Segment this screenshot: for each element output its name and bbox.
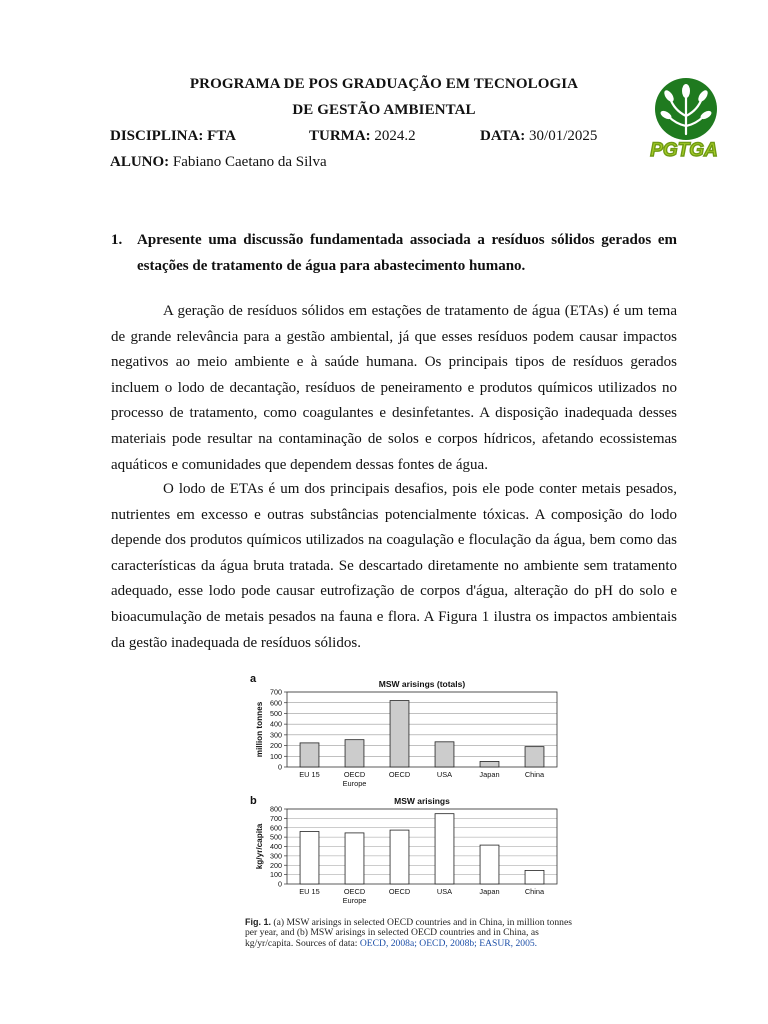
- aluno-label: ALUNO:: [110, 154, 170, 170]
- chart-a-x-tick-label: USA: [436, 770, 453, 779]
- chart-a-y-axis-label: million tonnes: [255, 701, 264, 758]
- disciplina-field: [110, 128, 236, 145]
- turma-label: TURMA:: [309, 128, 371, 144]
- chart-a-bar: [435, 742, 454, 767]
- logo-wordmark: PGTGA: [650, 140, 718, 160]
- chart-b-x-tick-label: USA: [436, 887, 453, 896]
- figure-1: [244, 672, 574, 957]
- aluno-value: Fabiano Caetano da Silva: [172, 154, 327, 170]
- chart-b-y-tick-label: 200: [270, 860, 282, 870]
- chart-a-x-tick-label: Japan: [479, 770, 500, 779]
- turma-value: 2024.2: [374, 128, 416, 144]
- aluno-field: [110, 154, 327, 171]
- chart-a-y-tick-label: 0: [278, 762, 282, 772]
- pgtga-logo: [634, 76, 730, 160]
- program-title-line1: PROGRAMA DE POS GRADUAÇÃO EM TECNOLOGIA: [189, 76, 579, 92]
- figure-1-charts: [244, 672, 574, 917]
- chart-a-title: MSW arisings (totals): [378, 679, 466, 689]
- chart-a-bar: [480, 761, 499, 767]
- chart-b-x-tick-label: Japan: [479, 887, 500, 896]
- chart-b-x-tick-label: Europe: [342, 896, 367, 905]
- chart-b-y-tick-label: 0: [278, 879, 282, 889]
- chart-b-y-tick-label: 300: [270, 851, 282, 861]
- chart-b-y-tick-label: 600: [270, 823, 282, 833]
- chart-b-bar: [390, 830, 409, 884]
- chart-b-x-tick-label: China: [524, 887, 545, 896]
- chart-b-panel-label: b: [250, 795, 257, 807]
- figure-caption-text: (a) MSW arisings in selected OECD countries and in China, in million tonnes per year, and (b) MSW arisings in selected OECD countries and in China, as kg/yr/capita. Sources of data:: [245, 917, 572, 949]
- chart-b-y-tick-label: 800: [270, 804, 282, 814]
- chart-a-y-tick-label: 500: [270, 709, 282, 719]
- program-title-line2: DE GESTÃO AMBIENTAL: [292, 102, 476, 118]
- chart-a-y-tick-label: 400: [270, 719, 282, 729]
- chart-a-x-tick-label: OECD: [388, 770, 411, 779]
- chart-b-bar: [525, 870, 544, 884]
- question-text: Apresente uma discussão fundamentada associada a resíduos sólidos gerados em estações de tratamento de água para abastecimento humano.: [137, 232, 677, 274]
- chart-a-y-tick-label: 600: [270, 698, 282, 708]
- chart-a-bar: [300, 743, 319, 767]
- question-number: 1.: [111, 232, 123, 248]
- question-1: [111, 227, 677, 279]
- chart-b-y-tick-label: 400: [270, 842, 282, 852]
- chart-a-bar: [390, 701, 409, 767]
- chart-a-x-tick-label: China: [524, 770, 545, 779]
- chart-b-bar: [480, 845, 499, 884]
- chart-a-y-tick-label: 100: [270, 751, 282, 761]
- chart-b-title: MSW arisings: [394, 796, 450, 806]
- chart-a-x-tick-label: EU 15: [299, 770, 320, 779]
- chart-b-bar: [345, 833, 364, 884]
- paragraph-1: A geração de resíduos sólidos em estações de tratamento de água (ETAs) é um tema de grande relevância para a gestão ambiental, já que esses resíduos podem causar impactos negativos ao meio ambiente e à saúde humana. Os principais tipos de resíduos gerados incluem o lodo de decantação, resíduos de peneiramento e produtos químicos utilizados no processo de tratamento, como coagulantes e desinfetantes. A disposição inadequada desses materiais pode resultar na contaminação de solos e corpos hídricos, afetando ecossistemas aquáticos e comunidades que dependem dessas fontes de água.: [111, 303, 677, 473]
- chart-a-bar: [525, 747, 544, 767]
- chart-b-y-tick-label: 700: [270, 813, 282, 823]
- chart-b-x-tick-label: EU 15: [299, 887, 320, 896]
- chart-a-x-tick-label: Europe: [342, 779, 367, 788]
- disciplina-label: DISCIPLINA:: [110, 128, 204, 144]
- figure-caption-refs: OECD, 2008a; OECD, 2008b; EASUR, 2005.: [359, 937, 538, 949]
- data-field: [480, 128, 597, 145]
- chart-a-y-tick-label: 200: [270, 741, 282, 751]
- figure-caption-label: Fig. 1.: [245, 917, 272, 927]
- chart-b-y-tick-label: 500: [270, 832, 282, 842]
- chart-a-x-tick-label: OECD: [343, 770, 366, 779]
- chart-b-x-tick-label: OECD: [343, 887, 366, 896]
- disciplina-value: FTA: [207, 128, 236, 144]
- chart-b-y-axis-label: kg/yr/capita: [255, 823, 264, 870]
- chart-b-x-tick-label: OECD: [388, 887, 411, 896]
- chart-a-panel-label: a: [250, 673, 257, 685]
- paragraph-2: O lodo de ETAs é um dos principais desafios, pois ele pode conter metais pesados, nutrientes em excesso e outras substâncias potencialmente tóxicas. A composição do lodo depende dos produtos químicos utilizados na coagulação e floculação da água, bem como das características da água bruta tratada. Se descartado diretamente no ambiente sem tratamento adequado, esse lodo pode causar eutrofização de corpos d'água, alteração do pH do solo e bioacumulação de metais pesados na fauna e flora. A Figura 1 ilustra os impactos ambientais da gestão inadequada de resíduos sólidos.: [111, 481, 677, 651]
- chart-b-bar: [300, 832, 319, 885]
- chart-a-plot-frame: [287, 692, 557, 767]
- data-label: DATA:: [480, 128, 526, 144]
- figure-caption: [245, 917, 573, 949]
- turma-field: [309, 128, 416, 145]
- data-value: 30/01/2025: [529, 128, 598, 144]
- chart-a-bar: [345, 740, 364, 767]
- chart-b-bar: [435, 814, 454, 884]
- chart-b-y-tick-label: 100: [270, 870, 282, 880]
- chart-a-y-tick-label: 300: [270, 730, 282, 740]
- chart-a-y-tick-label: 700: [270, 687, 282, 697]
